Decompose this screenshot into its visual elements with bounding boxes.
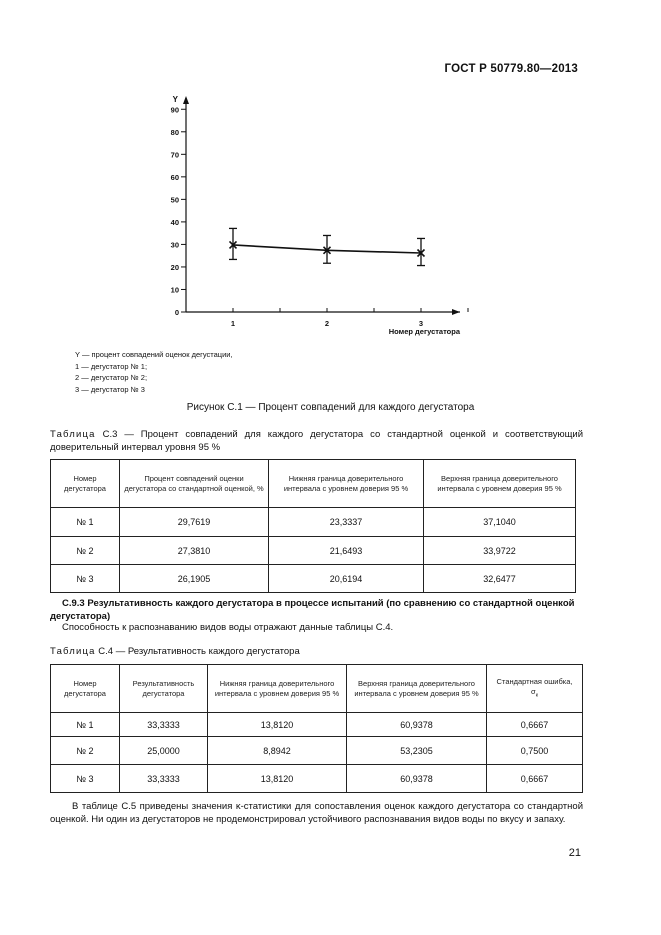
y-tick-label: 90 xyxy=(170,105,179,115)
table-cell: 32,6477 xyxy=(424,565,576,593)
table-cell: 13,8120 xyxy=(208,713,347,737)
table-cell: 21,6493 xyxy=(269,537,424,565)
sigma-symbol: $\sigma_к$ xyxy=(530,686,539,699)
legend-line: 3 — дегустатор № 3 xyxy=(75,384,145,394)
header-cell: Номер дегустатора xyxy=(51,460,120,508)
table-row xyxy=(51,537,576,565)
header-cell: Нижняя граница доверительного интервала с уровнем доверия 95 % xyxy=(208,665,347,713)
y-tick-label: 30 xyxy=(170,240,179,250)
table-cell: 26,1905 xyxy=(120,565,269,593)
y-axis-arrow xyxy=(183,96,189,104)
table-header-row xyxy=(51,665,583,713)
table4 xyxy=(50,664,583,793)
y-tick-label: 10 xyxy=(170,285,179,295)
table-cell: № 2 xyxy=(51,537,120,565)
table-header-row xyxy=(51,460,576,508)
y-tick-label: 80 xyxy=(170,127,179,137)
document-header: ГОСТ Р 50779.80—2013 xyxy=(444,63,578,75)
x-tick-label: 3 xyxy=(418,319,424,328)
y-tick-label: 20 xyxy=(170,262,179,272)
table-cell: 0,6667 xyxy=(487,765,583,793)
table3 xyxy=(50,459,576,593)
x-tick-label: 2 xyxy=(324,319,330,328)
table-cell: 53,2305 xyxy=(347,737,487,765)
table-cell: 27,3810 xyxy=(120,537,269,565)
table3-caption xyxy=(50,428,583,454)
table4-caption-label: Таблица xyxy=(50,646,96,657)
header-cell: Нижняя граница доверительного интервала с уровнем доверия 95 % xyxy=(269,460,424,508)
table-cell: 23,3337 xyxy=(269,508,424,537)
table-cell: 8,8942 xyxy=(208,737,347,765)
line-chart xyxy=(160,88,480,338)
table3-caption-text: С.3 — Процент совпадений для каждого дегустатора со стандартной оценкой и соответствующий доверительный интервал уровня 95 % xyxy=(50,429,583,453)
y-tick-label: 70 xyxy=(170,150,179,160)
table-cell: 25,0000 xyxy=(120,737,208,765)
header-cell: Верхняя граница доверительного интервала с уровнем доверия 95 % xyxy=(347,665,487,713)
figure-legend xyxy=(75,349,233,395)
table-cell: 20,6194 xyxy=(269,565,424,593)
table-cell: 37,1040 xyxy=(424,508,576,537)
table-cell: № 2 xyxy=(51,737,120,765)
y-tick-label: 40 xyxy=(170,217,179,227)
x-tick-label: 1 xyxy=(230,319,236,328)
section-heading: С.9.3 Результативность каждого дегустатора в процессе испытаний (по сравнению со стандартной оценкой дегустатора) xyxy=(50,598,575,622)
table-cell: 13,8120 xyxy=(208,765,347,793)
header-cell: Номер дегустатора xyxy=(51,665,120,713)
table-cell: № 1 xyxy=(51,508,120,537)
y-axis-label: Y xyxy=(172,95,178,104)
table-row xyxy=(51,713,583,737)
table-cell: 33,3333 xyxy=(120,765,208,793)
table4-caption xyxy=(50,645,583,658)
header-cell-text: Стандартная ошибка, xyxy=(496,676,573,686)
header-cell: Процент совпадений оценки дегустатора со стандартной оценкой, % xyxy=(120,460,269,508)
table-cell: 60,9378 xyxy=(347,765,487,793)
table-cell: 0,6667 xyxy=(487,713,583,737)
table-cell: 29,7619 xyxy=(120,508,269,537)
section-text: Способность к распознаванию видов воды отражают данные таблицы С.4. xyxy=(62,622,394,633)
table-row xyxy=(51,565,576,593)
table4-caption-text: С.4 — Результативность каждого дегустатора xyxy=(98,646,300,657)
table-row xyxy=(51,765,583,793)
y-tick-label: 50 xyxy=(170,195,179,205)
table-cell: № 1 xyxy=(51,713,120,737)
table-row xyxy=(51,737,583,765)
table3-caption-label: Таблица xyxy=(50,429,96,440)
header-cell: Верхняя граница доверительного интервала с уровнем доверия 95 % xyxy=(424,460,576,508)
figure-caption: Рисунок С.1 — Процент совпадений для каждого дегустатора xyxy=(186,402,475,413)
header-cell xyxy=(487,665,583,713)
table-cell: 33,3333 xyxy=(120,713,208,737)
table-cell: 0,7500 xyxy=(487,737,583,765)
legend-line: 2 — дегустатор № 2; xyxy=(75,373,148,382)
y-tick-label: 0 xyxy=(174,308,179,317)
legend-line: Y — процент совпадений оценок дегустации, xyxy=(75,350,233,359)
y-tick-label: 60 xyxy=(170,172,179,182)
table-cell: № 3 xyxy=(51,765,120,793)
closing-paragraph: В таблице С.5 приведены значения κ-статистики для сопоставления оценок каждого дегустатора со стандартной оценкой. Ни один из дегустаторов не продемонстрировал устойчивого распознавания видов воды по вкусу и запаху. xyxy=(50,801,583,825)
table-cell: 60,9378 xyxy=(347,713,487,737)
table-row xyxy=(51,508,576,537)
page-number: 21 xyxy=(568,847,581,859)
header-cell: Результативность дегустатора xyxy=(120,665,208,713)
x-axis-arrow xyxy=(452,309,460,315)
legend-line: 1 — дегустатор № 1; xyxy=(75,361,148,371)
table-cell: 33,9722 xyxy=(424,537,576,565)
x-axis-label: Номер дегустатора xyxy=(388,327,460,336)
table-cell: № 3 xyxy=(51,565,120,593)
